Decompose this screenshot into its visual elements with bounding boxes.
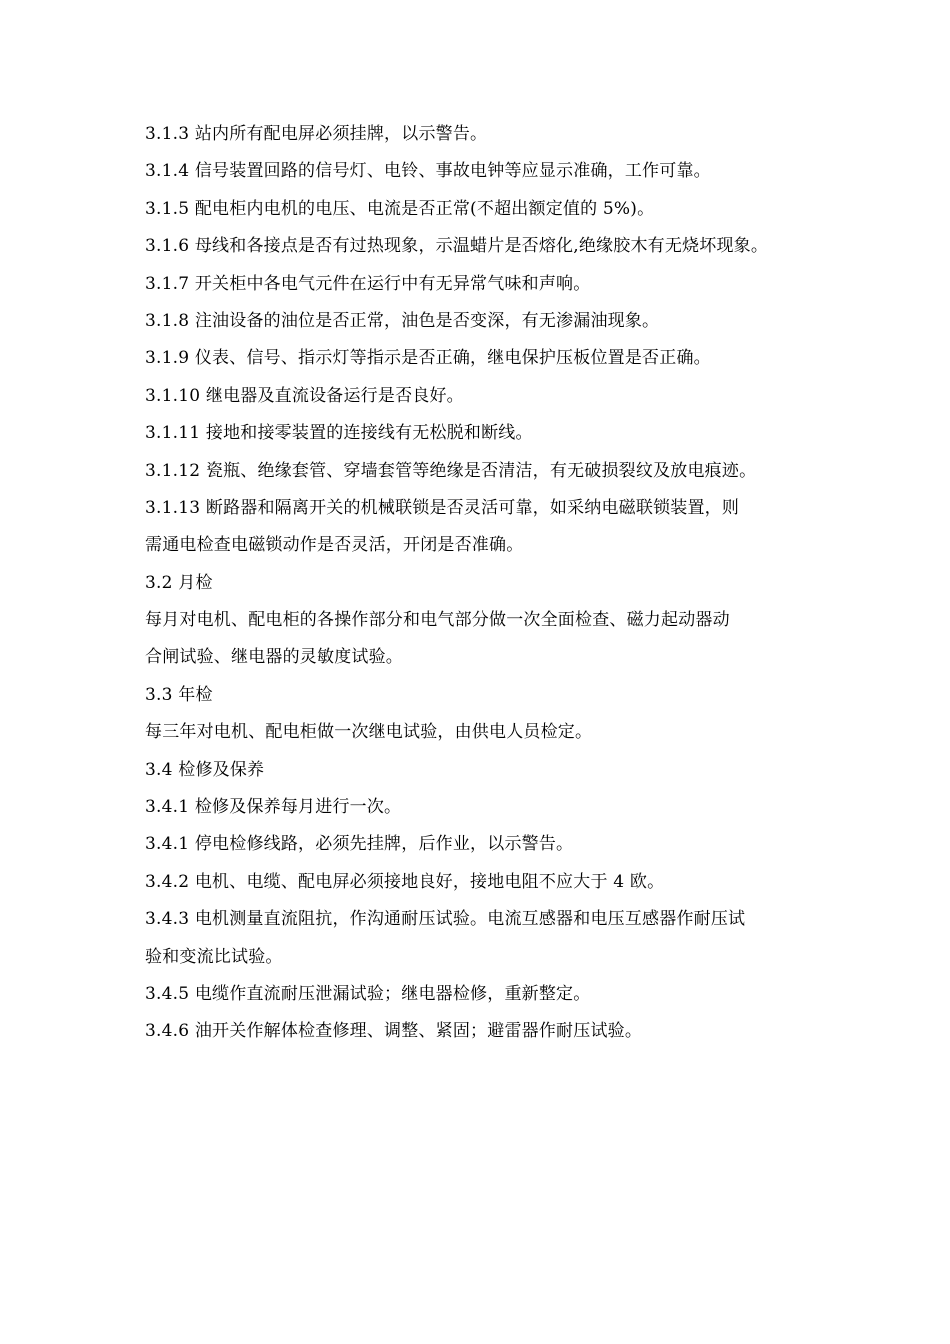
text-line: 3.4.3 电机测量直流阻抗，作沟通耐压试验。电流互感器和电压互感器作耐压试: [145, 909, 746, 930]
section-heading: 3.2 月检: [145, 572, 213, 593]
text-line: 验和变流比试验。: [145, 946, 283, 967]
text-line: 3.1.12 瓷瓶、绝缘套管、穿墙套管等绝缘是否清洁，有无破损裂纹及放电痕迹。: [145, 460, 757, 481]
text-line: 3.4.1 停电检修线路，必须先挂牌，后作业，以示警告。: [145, 834, 574, 855]
text-line: 3.4.1 检修及保养每月进行一次。: [145, 797, 402, 818]
text-line: 3.1.3 站内所有配电屏必须挂牌，以示警告。: [145, 124, 488, 144]
text-line: 3.1.6 母线和各接点是否有过热现象，示温蜡片是否熔化,绝缘胶木有无烧坏现象。: [145, 236, 769, 257]
text-line: 需通电检查电磁锁动作是否灵活，开闭是否准确。: [145, 535, 524, 556]
section-heading: 3.3 年检: [145, 684, 213, 705]
text-line: 每三年对电机、配电柜做一次继电试验，由供电人员检定。: [145, 722, 593, 743]
text-line: 合闸试验、继电器的灵敏度试验。: [145, 647, 403, 668]
text-line: 3.1.7 开关柜中各电气元件在运行中有无异常气味和声响。: [145, 273, 591, 294]
document-body: [145, 116, 817, 1051]
text-line: 3.1.10 继电器及直流设备运行是否良好。: [145, 385, 464, 406]
text-line: 3.1.11 接地和接零装置的连接线有无松脱和断线。: [145, 423, 533, 444]
text-line: 每月对电机、配电柜的各操作部分和电气部分做一次全面检查、磁力起动器动: [145, 610, 730, 631]
text-line: 3.1.9 仪表、信号、指示灯等指示是否正确，继电保护压板位置是否正确。: [145, 348, 711, 369]
text-line: 3.1.8 注油设备的油位是否正常，油色是否变深，有无渗漏油现象。: [145, 310, 660, 331]
text-line: 3.1.13 断路器和隔离开关的机械联锁是否灵活可靠，如采纳电磁联锁装置，则: [145, 497, 740, 518]
text-line: 3.4.2 电机、电缆、配电屏必须接地良好，接地电阻不应大于 4 欧。: [145, 871, 665, 892]
text-line: 3.1.5 配电柜内电机的电压、电流是否正常(不超出额定值的 5%)。: [145, 198, 655, 219]
text-line: 3.4.6 油开关作解体检查修理、调整、紧固；避雷器作耐压试验。: [145, 1021, 643, 1042]
text-line: 3.4.5 电缆作直流耐压泄漏试验；继电器检修，重新整定。: [145, 983, 591, 1004]
section-heading: 3.4 检修及保养: [145, 759, 265, 780]
text-line: 3.1.4 信号装置回路的信号灯、电铃、事故电钟等应显示准确，工作可靠。: [145, 161, 711, 182]
